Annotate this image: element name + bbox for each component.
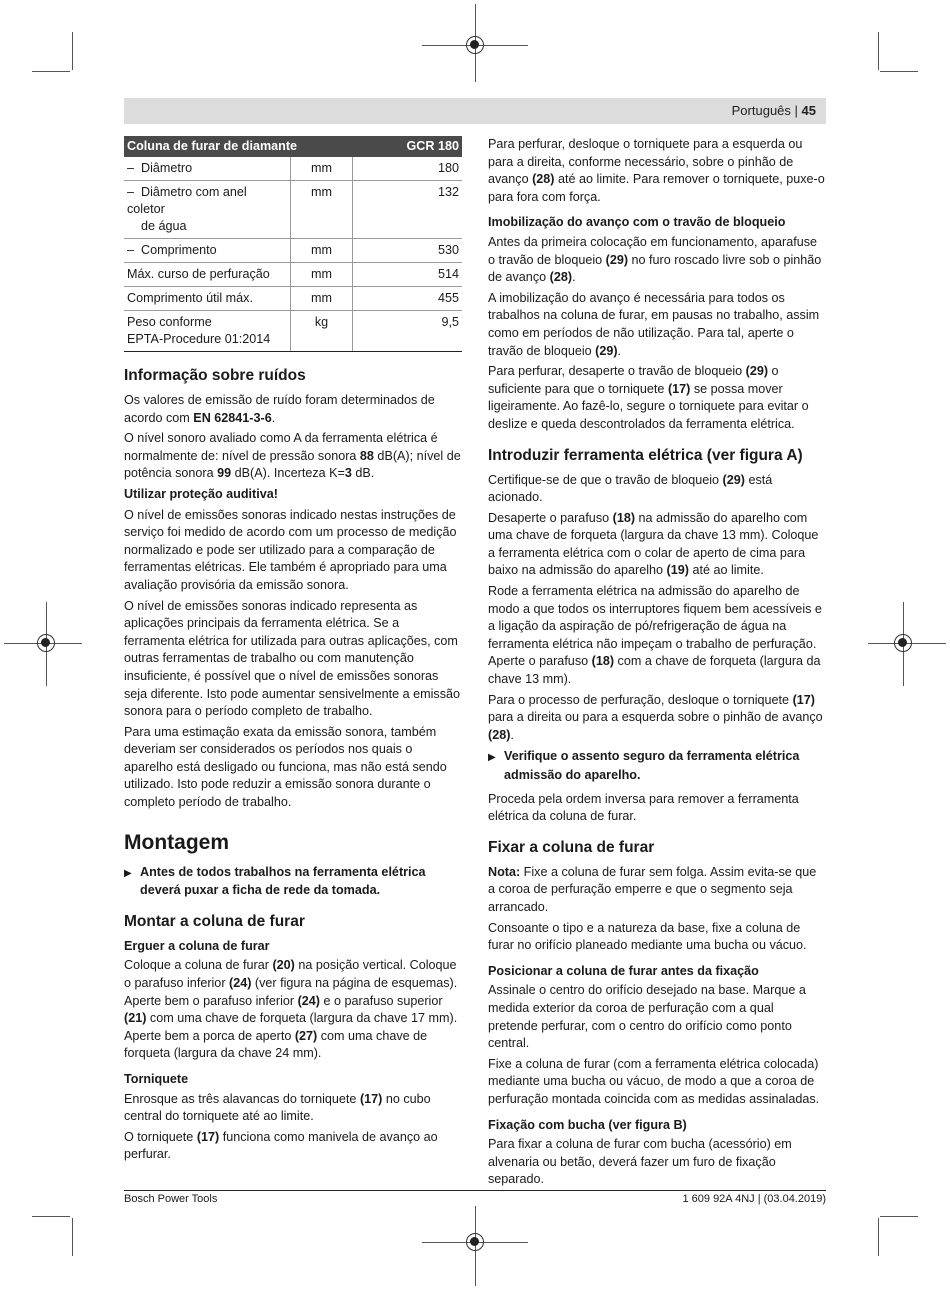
registration-mark-icon xyxy=(466,1233,484,1251)
footer-brand: Bosch Power Tools xyxy=(124,1193,218,1205)
paragraph: O nível de emissões sonoras indicado nestas instruções de serviço foi medido de acordo com um processo de medição normalizado e pode ser utilizado para a comparação de ferramentas elétricas. Ele também é apropriado para uma avaliação provisória da emissão sonora. xyxy=(124,507,457,592)
registration-mark-icon xyxy=(894,634,912,652)
spec-table-model: GCR 180 xyxy=(353,136,463,157)
triangle-right-icon: ▶ xyxy=(488,752,496,764)
paragraph: Para perfurar, desaperte o travão de bloqueio (29) o suficiente para que o torniquete (17) se possa mover ligeiramente. Ao fazê-lo, segure o torniquete para evitar o deslize e queda descontrolados da ferramenta elétrica. xyxy=(488,364,809,431)
paragraph: O nível de emissões sonoras indicado representa as aplicações principais da ferramenta elétrica. Se a ferramenta elétrica for utilizada para outras aplicações, com outras ferramentas de trabalho ou com manutenção insuficiente, é possível que o nível de emissões sonoras seja diferente. Isto pode aumentar sensivelmente a emissão sonora para o período completo de trabalho. xyxy=(124,598,461,719)
paragraph: O torniquete (17) funciona como manivela de avanço ao perfurar. xyxy=(124,1129,438,1162)
crop-mark xyxy=(72,1218,73,1256)
paragraph: Desaperte o parafuso (18) na admissão do aparelho com uma chave de forqueta (largura da chave 13 mm). Coloque a ferramenta elétrica com o colar de aperto de cima para baixo na admissão do aparelho (19) até ao limite. xyxy=(488,510,819,578)
safety-warning: ▶ Verifique o assento seguro da ferramenta elétrica admissão do aparelho. xyxy=(488,749,800,782)
fixar-heading: Fixar a coluna de furar xyxy=(488,838,655,856)
bucha-heading: Fixação com bucha (ver figura B) xyxy=(488,1117,687,1132)
posicionar-heading: Posicionar a coluna de furar antes da fixação xyxy=(488,963,759,978)
spec-table xyxy=(124,136,462,352)
table-row: – Comprimento mm 530 xyxy=(124,239,462,263)
montagem-heading: Montagem xyxy=(124,830,229,854)
crop-mark xyxy=(32,1216,70,1217)
introduzir-heading: Introduzir ferramenta elétrica (ver figura A) xyxy=(488,446,803,464)
header-text: Português | 45 xyxy=(731,103,816,118)
table-row: Máx. curso de perfuração mm 514 xyxy=(124,263,462,287)
table-row: – Diâmetro com anel coletor de água mm 132 xyxy=(124,181,462,239)
footer-divider xyxy=(124,1190,826,1191)
table-row: Comprimento útil máx. mm 455 xyxy=(124,287,462,311)
imobilizacao-heading: Imobilização do avanço com o travão de bloqueio xyxy=(488,215,786,230)
crop-mark xyxy=(880,1216,918,1217)
paragraph: Rode a ferramenta elétrica na admissão do aparelho de modo a que todos os interruptores fiquem bem acessíveis e a ligação da aspiração de pó/refrigeração de água na ferramenta elétrica não impeçam o trabalho de perfuração. Aperte o parafuso (18) com a chave de forqueta (largura da chave 13 mm). xyxy=(488,584,822,687)
triangle-right-icon: ▶ xyxy=(124,867,132,879)
crop-mark xyxy=(878,32,879,70)
paragraph: Certifique-se de que o travão de bloqueio (29) está acionado. xyxy=(488,472,773,505)
paragraph: Coloque a coluna de furar (20) na posição vertical. Coloque o parafuso inferior (24) (ver figura na página de esquemas). Aperte bem o parafuso inferior (24) e o parafuso superior (21) com uma chave de forquetа (largura da chave 17 mm). Aperte bem a porca de aperto (27) com uma chave de forqueta (largura da chave 24 mm). xyxy=(124,958,458,1061)
spec-table-title: Coluna de furar de diamante xyxy=(124,136,353,157)
footer-doc-id: 1 609 92A 4NJ | (03.04.2019) xyxy=(682,1193,826,1205)
mount-heading: Montar a coluna de furar xyxy=(124,912,305,930)
crop-mark xyxy=(880,71,918,72)
registration-mark-icon xyxy=(37,634,55,652)
crop-mark xyxy=(32,71,70,72)
paragraph: Os valores de emissão de ruído foram determinados de acordo com EN 62841-3-6. xyxy=(124,393,435,425)
crop-mark xyxy=(72,32,73,70)
hearing-protection-note: Utilizar proteção auditiva! xyxy=(124,486,278,501)
header-language: Português xyxy=(731,103,791,118)
crop-mark xyxy=(878,1218,879,1256)
page-number: 45 xyxy=(801,103,816,118)
paragraph: Para uma estimação exata da emissão sonora, também deveriam ser considerados os períodos nos quais o aparelho está desligado ou funciona, mas não está sendo utilizado. Isto pode reduzir a emissão sonora durante o completo período de trabalho. xyxy=(124,724,447,810)
registration-mark-icon xyxy=(466,36,484,54)
paragraph: Assinale o centro do orifício desejado na base. Marque a medida exterior da coroa de perfuração com a qual pretende perfurar, com o centro do orifício como ponto central. xyxy=(488,983,806,1051)
erguer-heading: Erguer a coluna de furar xyxy=(124,938,270,953)
table-row: Peso conforme EPTA-Procedure 01:2014 kg 9,5 xyxy=(124,311,462,352)
paragraph: O nível sonoro avaliado como A da ferramenta elétrica é normalmente de: nível de pressão sonora 88 dB(A); nível de potência sonora 99 dB(A). Incerteza K=3 dB. xyxy=(124,431,461,481)
paragraph: Antes da primeira colocação em funcionamento, aparafuse o travão de bloqueio (29) no furo roscado livre sob o pinhão de avanço (28). xyxy=(488,234,822,285)
paragraph: Nota: Fixe a coluna de furar sem folga. Assim evita-se que a coroa de perfuração emperre e que o segmento seja arrancado. xyxy=(488,864,817,914)
paragraph: Consoante o tipo e a natureza da base, fixe a coluna de furar no orifício planeado mediante uma bucha ou vácuo. xyxy=(488,920,807,953)
paragraph: Para perfurar, desloque o torniquete para a esquerda ou para a direita, conforme necessário, sobre o pinhão de avanço (28) até ao limite. Para remover o torniquete, puxe-o para fora com força. xyxy=(488,137,825,204)
spec-table-header xyxy=(124,136,462,157)
noise-heading: Informação sobre ruídos xyxy=(124,367,306,384)
left-column xyxy=(124,136,462,1167)
paragraph: Para fixar a coluna de furar com bucha (acessório) em alvenaria ou betão, deverá fazer um furo de fixação separado. xyxy=(488,1137,792,1187)
paragraph: Enrosque as três alavancas do torniquete (17) no cubo central do torniquete até ao limite. xyxy=(124,1091,431,1124)
page-header xyxy=(124,98,826,124)
paragraph: A imobilização do avanço é necessária para todos os trabalhos na coluna de furar, em pausas no trabalho, assim como em períodos de não utilização. Para tal, aperte o travão de bloqueio (29). xyxy=(488,290,820,358)
right-column xyxy=(488,136,826,1192)
safety-warning: ▶ Antes de todos trabalhos na ferramenta elétrica deverá puxar a ficha de rede da tomada. xyxy=(124,864,426,898)
paragraph: Proceda pela ordem inversa para remover a ferramenta elétrica da coluna de furar. xyxy=(488,791,799,824)
table-row: – Diâmetro mm 180 xyxy=(124,157,462,181)
paragraph: Para o processo de perfuração, desloque o torniquete (17) para a direita ou para a esquerda sobre o pinhão de avanço (28). xyxy=(488,692,823,742)
torniquete-heading: Torniquete xyxy=(124,1072,189,1086)
paragraph: Fixe a coluna de furar (com a ferramenta elétrica colocada) mediante uma bucha ou vácuo, de modo a que a coroa de perfuração montada coincida com as medidas assinaladas. xyxy=(488,1056,820,1106)
